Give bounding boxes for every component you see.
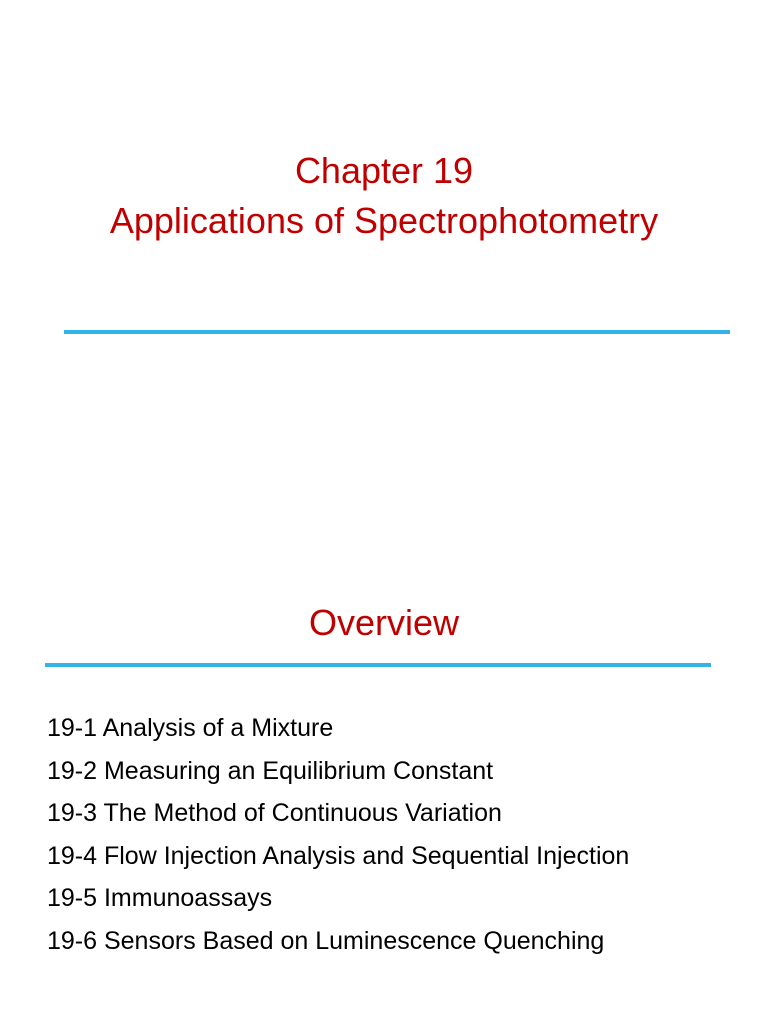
section-item-19-3: 19-3 The Method of Continuous Variation — [47, 799, 502, 828]
section-item-19-1: 19-1 Analysis of a Mixture — [47, 714, 334, 742]
chapter-name: Applications of Spectrophotometry — [109, 200, 659, 241]
overview-divider — [45, 663, 711, 667]
overview-heading: Overview — [308, 602, 460, 643]
section-item-19-2: 19-2 Measuring an Equilibrium Constant — [47, 756, 494, 785]
section-list — [47, 707, 629, 963]
section-item-19-4: 19-4 Flow Injection Analysis and Sequential Injection — [47, 841, 630, 870]
section-item-19-6: 19-6 Sensors Based on Luminescence Quenching — [47, 926, 605, 955]
chapter-title — [0, 146, 768, 246]
chapter-number: Chapter 19 — [294, 150, 474, 191]
title-divider — [64, 330, 730, 334]
section-item-19-5: 19-5 Immunoassays — [47, 884, 273, 913]
